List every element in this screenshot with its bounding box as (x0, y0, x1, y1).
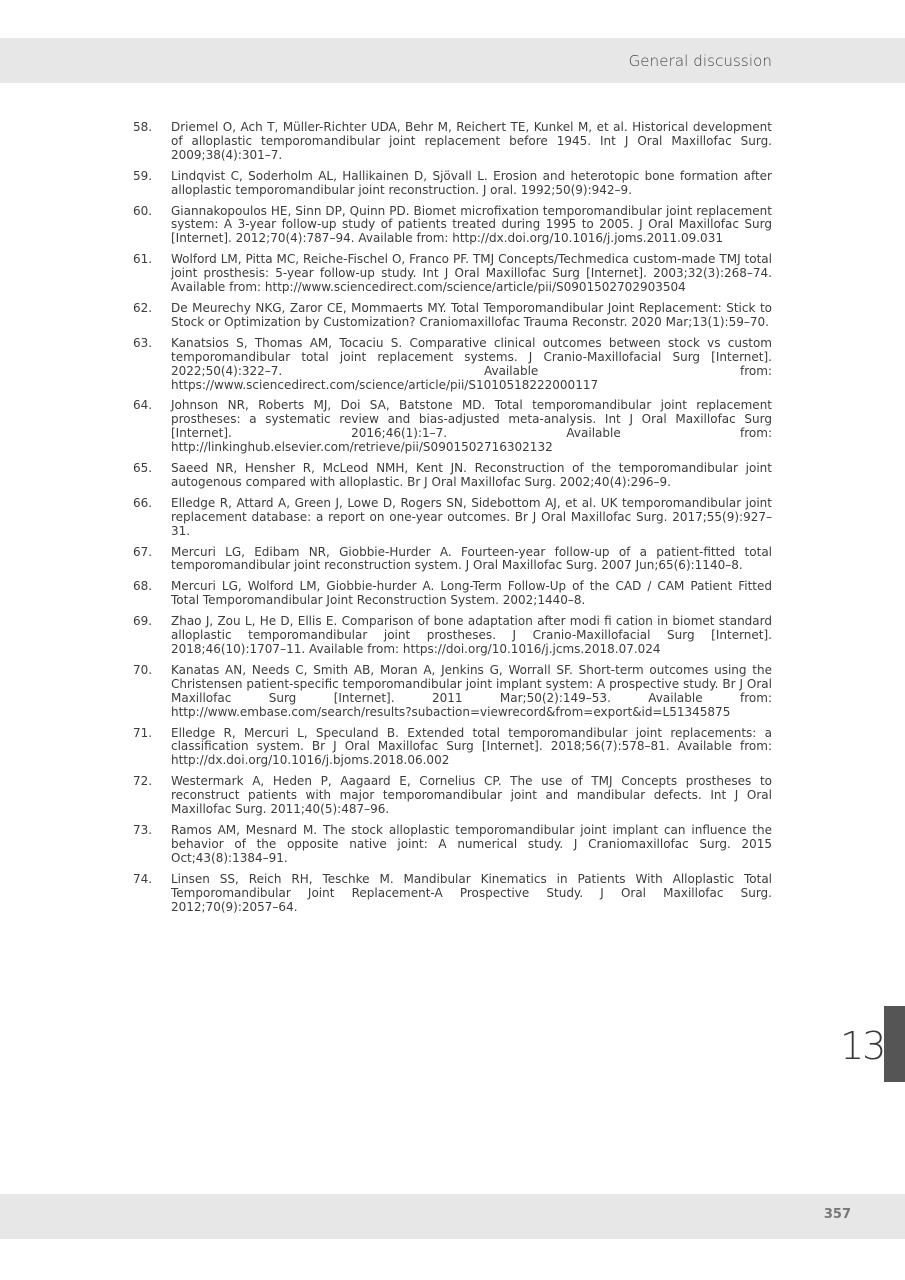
page-footer (0, 1194, 905, 1239)
reference-number: 65. (133, 461, 153, 476)
reference-text: Elledge R, Mercuri L, Speculand B. Extended total temporomandibular joint replacements: a classification system. Br J Oral Maxillofac Surg [Internet]. 2018;56(7):578–81. Available from: http://dx.doi.org/10.1016/j.bjoms.2018.06.002 (171, 725, 772, 768)
reference-number: 64. (133, 398, 153, 413)
reference-text: Wolford LM, Pitta MC, Reiche-Fischel O, Franco PF. TMJ Concepts/Techmedica custom-made TMJ total joint prosthesis: 5-year follow-up study. Int J Oral Maxillofac Surg [Internet]. 2003;32(3):268–74. Available from: http://www.sciencedirect.com/science/article/pii/S0901502702903504 (171, 252, 772, 295)
reference-number: 61. (133, 252, 153, 267)
reference-text: Westermark A, Heden P, Aagaard E, Cornelius CP. The use of TMJ Concepts prostheses to reconstruct patients with major temporomandibular joint and mandibular defects. Int J Oral Maxillofac Surg. 2011;40(5):487–96. (171, 774, 772, 817)
reference-text: Mercuri LG, Edibam NR, Giobbie-Hurder A. Fourteen-year follow-up of a patient-fitted total temporomandibular joint reconstruction system. J Oral Maxillofac Surg. 2007 Jun;65(6):1140–8. (171, 544, 772, 573)
reference-text: Zhao J, Zou L, He D, Ellis E. Comparison of bone adaptation after modi fi cation in biomet standard alloplastic temporomandibular joint prostheses. J Cranio-Maxillofacial Surg [Internet]. 2018;46(10):1707–11. Available from: https://doi.org/10.1016/j.jcms.2018.07.024 (171, 614, 772, 656)
reference-item (0, 253, 905, 295)
reference-item (0, 546, 905, 574)
reference-item (0, 205, 905, 247)
reference-number: 74. (133, 871, 153, 886)
reference-number: 70. (133, 662, 153, 677)
reference-text: Ramos AM, Mesnard M. The stock alloplastic temporomandibular joint implant can influence the behavior of the opposite native joint: A numerical study. J Craniomaxillofac Surg. 2015 Oct;43(8):1384–91. (171, 822, 772, 865)
reference-text: Giannakopoulos HE, Sinn DP, Quinn PD. Biomet microfixation temporomandibular joint replacement system: A 3-year follow-up study of patients treated during 1995 to 2005. J Oral Maxillofac Surg [Internet]. 2012;70(4):787–94. Available from: http://dx.doi.org/10.1016/j.joms.2011.09.031 (171, 203, 772, 246)
reference-item (0, 824, 905, 866)
reference-text: De Meurechy NKG, Zaror CE, Mommaerts MY. Total Temporomandibular Joint Replacement: Stick to Stock or Optimization by Customization? Craniomaxillofac Trauma Reconstr. 2020 Mar;13(1):59–70. (171, 300, 772, 329)
reference-number: 68. (133, 579, 153, 594)
reference-text: Lindqvist C, Soderholm AL, Hallikainen D, Sjövall L. Erosion and heterotopic bone formation after alloplastic temporomandibular joint reconstruction. J oral. 1992;50(9):942–9. (171, 168, 772, 197)
reference-text: Saeed NR, Hensher R, McLeod NMH, Kent JN. Reconstruction of the temporomandibular joint autogenous compared with alloplastic. Br J Oral Maxillofac Surg. 2002;40(4):296–9. (171, 461, 772, 489)
running-header-title: General discussion (628, 52, 772, 70)
running-header (0, 38, 905, 83)
reference-item (0, 399, 905, 455)
reference-item (0, 121, 905, 163)
reference-number: 69. (133, 614, 153, 629)
reference-item (0, 775, 905, 817)
reference-item (0, 497, 905, 539)
reference-item (0, 873, 905, 915)
chapter-tab-marker (884, 1006, 905, 1082)
reference-number: 71. (133, 725, 153, 740)
reference-number: 59. (133, 168, 153, 183)
reference-number: 60. (133, 203, 153, 218)
reference-number: 63. (133, 335, 153, 350)
reference-item (0, 580, 905, 608)
reference-number: 58. (133, 120, 153, 134)
reference-number: 72. (133, 774, 153, 789)
reference-text: Elledge R, Attard A, Green J, Lowe D, Rogers SN, Sidebottom AJ, et al. UK temporomandibular joint replacement database: a report on one-year outcomes. Br J Oral Maxillofac Surg. 2017;55(9):927–31. (171, 495, 772, 538)
reference-item (0, 727, 905, 769)
reference-text: Kanatsios S, Thomas AM, Tocaciu S. Comparative clinical outcomes between stock vs custom temporomandibular total joint replacement systems. J Cranio-Maxillofacial Surg [Internet]. 2022;50(4):322–7. Available from: https://www.sciencedirect.com/science/article/pii/S1010518222000117 (171, 335, 772, 392)
reference-text: Mercuri LG, Wolford LM, Giobbie-hurder A. Long-Term Follow-Up of the CAD / CAM Patient Fitted Total Temporomandibular Joint Reconstruction System. 2002;1440–8. (171, 579, 772, 608)
reference-item (0, 170, 905, 198)
reference-item (0, 337, 905, 393)
page-number: 357 (823, 1207, 851, 1222)
reference-item (0, 615, 905, 657)
reference-text: Johnson NR, Roberts MJ, Doi SA, Batstone MD. Total temporomandibular joint replacement prostheses: a systematic review and bias-adjusted meta-analysis. Int J Oral Maxillofac Surg [Internet]. 2016;46(1):1–7. Available from: http://linkinghub.elsevier.com/retrieve/pii/S0901502716302132 (171, 398, 772, 455)
reference-number: 66. (133, 495, 153, 510)
chapter-number: 13 (840, 1024, 885, 1068)
reference-list (0, 121, 905, 921)
reference-number: 62. (133, 300, 153, 315)
reference-text: Kanatas AN, Needs C, Smith AB, Moran A, Jenkins G, Worrall SF. Short-term outcomes using the Christensen patient-specific temporomandibular joint implant system: A prospective study. Br J Oral Maxillofac Surg [Internet]. 2011 Mar;50(2):149–53. Available from: http://www.embase.com/search/results?subaction=viewrecord&from=export&id=L51345875 (171, 662, 772, 719)
reference-number: 73. (133, 822, 153, 837)
reference-number: 67. (133, 544, 153, 559)
reference-text: Driemel O, Ach T, Müller-Richter UDA, Behr M, Reichert TE, Kunkel M, et al. Historical development of alloplastic temporomandibular joint replacement before 1945. Int J Oral Maxillofac Surg. 2009;38(4):301–7. (171, 120, 772, 162)
reference-item (0, 462, 905, 490)
reference-text: Linsen SS, Reich RH, Teschke M. Mandibular Kinematics in Patients With Alloplastic Total Temporomandibular Joint Replacement-A Prospective Study. J Oral Maxillofac Surg. 2012;70(9):2057–64. (171, 871, 772, 914)
reference-item (0, 664, 905, 720)
reference-item (0, 302, 905, 330)
